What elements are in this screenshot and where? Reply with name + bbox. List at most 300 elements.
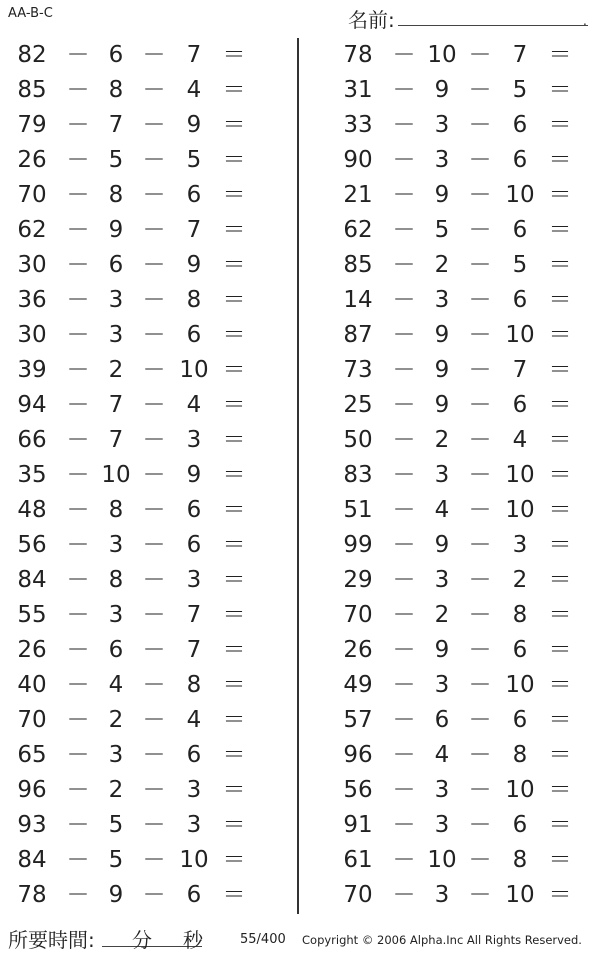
minus-sign: － xyxy=(392,217,416,243)
equals-sign: ＝ xyxy=(222,567,246,593)
equals-sign: ＝ xyxy=(222,427,246,453)
minus-sign: － xyxy=(468,602,492,628)
minuend: 99 xyxy=(343,532,373,558)
minus-sign: － xyxy=(392,532,416,558)
minuend: 61 xyxy=(343,847,373,873)
subtrahend-1: 3 xyxy=(434,147,450,173)
minus-sign: － xyxy=(66,882,90,908)
minute-label: 分 xyxy=(132,928,152,952)
minus-sign: － xyxy=(142,147,166,173)
minus-sign: － xyxy=(392,42,416,68)
subtrahend-1: 4 xyxy=(434,497,450,523)
subtrahend-1: 3 xyxy=(434,672,450,698)
subtrahend-1: 9 xyxy=(434,357,450,383)
minus-sign: － xyxy=(392,847,416,873)
minus-sign: － xyxy=(142,357,166,383)
subtrahend-1: 3 xyxy=(434,812,450,838)
minuend: 57 xyxy=(343,707,373,733)
minuend: 70 xyxy=(343,602,373,628)
equals-sign: ＝ xyxy=(222,777,246,803)
worksheet-code: AA-B-C xyxy=(8,6,53,21)
equals-sign: ＝ xyxy=(222,392,246,418)
equals-sign: ＝ xyxy=(222,742,246,768)
subtrahend-1: 9 xyxy=(108,882,124,908)
minus-sign: － xyxy=(468,322,492,348)
subtrahend-2: 10 xyxy=(179,847,209,873)
minus-sign: － xyxy=(142,287,166,313)
minus-sign: － xyxy=(468,392,492,418)
minuend: 62 xyxy=(17,217,47,243)
equals-sign: ＝ xyxy=(222,217,246,243)
subtrahend-2: 4 xyxy=(512,427,528,453)
minuend: 84 xyxy=(17,847,47,873)
minuend: 26 xyxy=(343,637,373,663)
equals-sign: ＝ xyxy=(548,182,572,208)
subtrahend-2: 8 xyxy=(186,287,202,313)
subtrahend-2: 4 xyxy=(186,707,202,733)
minus-sign: － xyxy=(468,567,492,593)
minus-sign: － xyxy=(66,77,90,103)
minuend: 62 xyxy=(343,217,373,243)
subtrahend-1: 5 xyxy=(108,812,124,838)
minuend: 31 xyxy=(343,77,373,103)
minus-sign: － xyxy=(142,672,166,698)
subtrahend-1: 3 xyxy=(434,882,450,908)
subtrahend-1: 6 xyxy=(108,252,124,278)
minus-sign: － xyxy=(392,287,416,313)
equals-sign: ＝ xyxy=(222,322,246,348)
minus-sign: － xyxy=(468,707,492,733)
minuend: 94 xyxy=(17,392,47,418)
minus-sign: － xyxy=(468,252,492,278)
minus-sign: － xyxy=(142,707,166,733)
equals-sign: ＝ xyxy=(222,182,246,208)
subtrahend-2: 8 xyxy=(186,672,202,698)
subtrahend-2: 10 xyxy=(505,777,535,803)
subtrahend-2: 6 xyxy=(512,112,528,138)
minus-sign: － xyxy=(66,567,90,593)
minuend: 33 xyxy=(343,112,373,138)
subtrahend-1: 9 xyxy=(434,77,450,103)
subtrahend-1: 5 xyxy=(108,847,124,873)
minus-sign: － xyxy=(66,287,90,313)
copyright-notice: Copyright © 2006 Alpha.Inc All Rights Reserved. xyxy=(302,933,582,947)
minus-sign: － xyxy=(468,287,492,313)
minuend: 14 xyxy=(343,287,373,313)
minuend: 79 xyxy=(17,112,47,138)
minus-sign: － xyxy=(66,532,90,558)
subtrahend-1: 9 xyxy=(434,532,450,558)
minuend: 70 xyxy=(17,182,47,208)
minus-sign: － xyxy=(66,812,90,838)
equals-sign: ＝ xyxy=(548,217,572,243)
minuend: 91 xyxy=(343,812,373,838)
equals-sign: ＝ xyxy=(548,567,572,593)
minus-sign: － xyxy=(66,182,90,208)
minus-sign: － xyxy=(142,462,166,488)
subtrahend-2: 8 xyxy=(512,602,528,628)
equals-sign: ＝ xyxy=(222,42,246,68)
subtrahend-2: 6 xyxy=(512,707,528,733)
subtrahend-2: 10 xyxy=(505,882,535,908)
subtrahend-2: 6 xyxy=(512,217,528,243)
subtrahend-2: 6 xyxy=(186,182,202,208)
subtrahend-1: 6 xyxy=(434,707,450,733)
minus-sign: － xyxy=(392,742,416,768)
subtrahend-2: 6 xyxy=(512,287,528,313)
subtrahend-2: 3 xyxy=(186,812,202,838)
minus-sign: － xyxy=(66,707,90,733)
subtrahend-2: 7 xyxy=(186,42,202,68)
minus-sign: － xyxy=(468,637,492,663)
subtrahend-2: 10 xyxy=(179,357,209,383)
equals-sign: ＝ xyxy=(222,672,246,698)
equals-sign: ＝ xyxy=(222,287,246,313)
minus-sign: － xyxy=(392,252,416,278)
minuend: 87 xyxy=(343,322,373,348)
minuend: 30 xyxy=(17,252,47,278)
minus-sign: － xyxy=(392,672,416,698)
subtrahend-2: 6 xyxy=(512,147,528,173)
equals-sign: ＝ xyxy=(548,602,572,628)
subtrahend-2: 8 xyxy=(512,742,528,768)
subtrahend-1: 8 xyxy=(108,567,124,593)
minus-sign: － xyxy=(142,217,166,243)
equals-sign: ＝ xyxy=(548,287,572,313)
minus-sign: － xyxy=(392,427,416,453)
subtrahend-2: 6 xyxy=(186,497,202,523)
minus-sign: － xyxy=(392,567,416,593)
subtrahend-2: 6 xyxy=(186,322,202,348)
equals-sign: ＝ xyxy=(222,532,246,558)
subtrahend-2: 10 xyxy=(505,497,535,523)
minus-sign: － xyxy=(392,392,416,418)
subtrahend-2: 7 xyxy=(186,637,202,663)
equals-sign: ＝ xyxy=(548,812,572,838)
minus-sign: － xyxy=(468,882,492,908)
subtrahend-2: 7 xyxy=(186,217,202,243)
minus-sign: － xyxy=(392,497,416,523)
minus-sign: － xyxy=(66,672,90,698)
minus-sign: － xyxy=(66,777,90,803)
equals-sign: ＝ xyxy=(222,252,246,278)
subtrahend-1: 2 xyxy=(434,427,450,453)
minuend: 39 xyxy=(17,357,47,383)
minus-sign: － xyxy=(66,602,90,628)
minus-sign: － xyxy=(66,427,90,453)
equals-sign: ＝ xyxy=(222,357,246,383)
subtrahend-1: 10 xyxy=(101,462,131,488)
subtrahend-1: 9 xyxy=(434,182,450,208)
subtrahend-1: 5 xyxy=(108,147,124,173)
time-required-label: 所要時間: xyxy=(8,928,95,952)
minus-sign: － xyxy=(142,602,166,628)
minus-sign: － xyxy=(392,322,416,348)
minus-sign: － xyxy=(66,392,90,418)
subtrahend-1: 6 xyxy=(108,42,124,68)
minus-sign: － xyxy=(142,497,166,523)
minus-sign: － xyxy=(392,602,416,628)
minus-sign: － xyxy=(66,847,90,873)
equals-sign: ＝ xyxy=(548,252,572,278)
minuend: 85 xyxy=(343,252,373,278)
subtrahend-1: 7 xyxy=(108,427,124,453)
minus-sign: － xyxy=(468,427,492,453)
minuend: 26 xyxy=(17,147,47,173)
subtrahend-1: 7 xyxy=(108,112,124,138)
minus-sign: － xyxy=(392,882,416,908)
minus-sign: － xyxy=(142,532,166,558)
subtrahend-1: 3 xyxy=(108,602,124,628)
subtrahend-2: 6 xyxy=(186,532,202,558)
minuend: 56 xyxy=(343,777,373,803)
minus-sign: － xyxy=(468,217,492,243)
minus-sign: － xyxy=(66,637,90,663)
equals-sign: ＝ xyxy=(222,847,246,873)
minus-sign: － xyxy=(142,427,166,453)
minus-sign: － xyxy=(392,462,416,488)
subtrahend-1: 9 xyxy=(434,637,450,663)
minus-sign: － xyxy=(142,182,166,208)
second-label: 秒 xyxy=(183,928,203,952)
minus-sign: － xyxy=(142,812,166,838)
minus-sign: － xyxy=(66,462,90,488)
subtrahend-1: 3 xyxy=(108,322,124,348)
minuend: 84 xyxy=(17,567,47,593)
minuend: 26 xyxy=(17,637,47,663)
minus-sign: － xyxy=(468,497,492,523)
subtrahend-1: 8 xyxy=(108,497,124,523)
minus-sign: － xyxy=(142,252,166,278)
minus-sign: － xyxy=(142,77,166,103)
equals-sign: ＝ xyxy=(222,462,246,488)
minus-sign: － xyxy=(66,252,90,278)
minuend: 40 xyxy=(17,672,47,698)
minus-sign: － xyxy=(392,77,416,103)
minuend: 48 xyxy=(17,497,47,523)
minus-sign: － xyxy=(468,357,492,383)
minuend: 78 xyxy=(17,882,47,908)
equals-sign: ＝ xyxy=(222,602,246,628)
equals-sign: ＝ xyxy=(222,637,246,663)
subtrahend-2: 6 xyxy=(512,812,528,838)
minus-sign: － xyxy=(468,672,492,698)
equals-sign: ＝ xyxy=(548,742,572,768)
equals-sign: ＝ xyxy=(548,42,572,68)
equals-sign: ＝ xyxy=(222,812,246,838)
minus-sign: － xyxy=(392,147,416,173)
subtrahend-2: 10 xyxy=(505,182,535,208)
minus-sign: － xyxy=(468,462,492,488)
page-number: 55/400 xyxy=(240,932,286,947)
minuend: 73 xyxy=(343,357,373,383)
minuend: 49 xyxy=(343,672,373,698)
subtrahend-1: 3 xyxy=(108,287,124,313)
minuend: 66 xyxy=(17,427,47,453)
subtrahend-2: 4 xyxy=(186,392,202,418)
minuend: 55 xyxy=(17,602,47,628)
subtrahend-2: 10 xyxy=(505,672,535,698)
minus-sign: － xyxy=(142,882,166,908)
equals-sign: ＝ xyxy=(548,462,572,488)
minuend: 83 xyxy=(343,462,373,488)
subtrahend-2: 10 xyxy=(505,322,535,348)
minus-sign: － xyxy=(66,322,90,348)
equals-sign: ＝ xyxy=(548,882,572,908)
equals-sign: ＝ xyxy=(222,77,246,103)
equals-sign: ＝ xyxy=(548,427,572,453)
minuend: 90 xyxy=(343,147,373,173)
equals-sign: ＝ xyxy=(548,497,572,523)
minus-sign: － xyxy=(66,357,90,383)
minuend: 78 xyxy=(343,42,373,68)
minus-sign: － xyxy=(468,742,492,768)
equals-sign: ＝ xyxy=(548,707,572,733)
equals-sign: ＝ xyxy=(548,357,572,383)
minus-sign: － xyxy=(142,847,166,873)
subtrahend-2: 9 xyxy=(186,462,202,488)
minus-sign: － xyxy=(66,742,90,768)
subtrahend-2: 3 xyxy=(186,567,202,593)
subtrahend-2: 9 xyxy=(186,252,202,278)
subtrahend-1: 3 xyxy=(108,742,124,768)
minuend: 25 xyxy=(343,392,373,418)
minuend: 35 xyxy=(17,462,47,488)
subtrahend-1: 3 xyxy=(108,532,124,558)
equals-sign: ＝ xyxy=(222,112,246,138)
subtrahend-1: 3 xyxy=(434,287,450,313)
minuend: 70 xyxy=(17,707,47,733)
minuend: 29 xyxy=(343,567,373,593)
subtrahend-2: 6 xyxy=(512,637,528,663)
minuend: 50 xyxy=(343,427,373,453)
minus-sign: － xyxy=(468,777,492,803)
subtrahend-1: 2 xyxy=(108,707,124,733)
subtrahend-2: 10 xyxy=(505,462,535,488)
subtrahend-2: 7 xyxy=(186,602,202,628)
equals-sign: ＝ xyxy=(548,672,572,698)
name-line-dot: . xyxy=(583,14,587,28)
subtrahend-2: 5 xyxy=(512,77,528,103)
minus-sign: － xyxy=(468,812,492,838)
minus-sign: － xyxy=(142,567,166,593)
equals-sign: ＝ xyxy=(548,322,572,348)
subtrahend-1: 4 xyxy=(434,742,450,768)
minus-sign: － xyxy=(468,182,492,208)
minus-sign: － xyxy=(142,322,166,348)
minus-sign: － xyxy=(66,112,90,138)
minus-sign: － xyxy=(468,112,492,138)
subtrahend-2: 5 xyxy=(512,252,528,278)
subtrahend-1: 3 xyxy=(434,462,450,488)
subtrahend-2: 4 xyxy=(186,77,202,103)
subtrahend-1: 7 xyxy=(108,392,124,418)
minus-sign: － xyxy=(468,42,492,68)
minus-sign: － xyxy=(468,77,492,103)
equals-sign: ＝ xyxy=(548,147,572,173)
equals-sign: ＝ xyxy=(548,112,572,138)
equals-sign: ＝ xyxy=(548,532,572,558)
minuend: 36 xyxy=(17,287,47,313)
minuend: 96 xyxy=(343,742,373,768)
subtrahend-1: 8 xyxy=(108,77,124,103)
equals-sign: ＝ xyxy=(548,777,572,803)
minus-sign: － xyxy=(392,357,416,383)
minuend: 96 xyxy=(17,777,47,803)
subtrahend-2: 9 xyxy=(186,112,202,138)
minus-sign: － xyxy=(392,707,416,733)
equals-sign: ＝ xyxy=(222,147,246,173)
minus-sign: － xyxy=(392,182,416,208)
minuend: 65 xyxy=(17,742,47,768)
minuend: 51 xyxy=(343,497,373,523)
subtrahend-2: 5 xyxy=(186,147,202,173)
subtrahend-1: 4 xyxy=(108,672,124,698)
minus-sign: － xyxy=(66,42,90,68)
subtrahend-1: 10 xyxy=(427,42,457,68)
equals-sign: ＝ xyxy=(548,392,572,418)
subtrahend-1: 3 xyxy=(434,567,450,593)
minus-sign: － xyxy=(142,112,166,138)
minuend: 30 xyxy=(17,322,47,348)
minus-sign: － xyxy=(468,847,492,873)
minuend: 82 xyxy=(17,42,47,68)
minus-sign: － xyxy=(468,147,492,173)
subtrahend-2: 2 xyxy=(512,567,528,593)
equals-sign: ＝ xyxy=(548,637,572,663)
minus-sign: － xyxy=(392,112,416,138)
equals-sign: ＝ xyxy=(222,497,246,523)
minus-sign: － xyxy=(468,532,492,558)
column-divider xyxy=(297,38,299,914)
subtrahend-2: 3 xyxy=(186,427,202,453)
name-input-line[interactable] xyxy=(398,25,588,26)
minus-sign: － xyxy=(142,392,166,418)
subtrahend-2: 6 xyxy=(186,882,202,908)
subtrahend-1: 10 xyxy=(427,847,457,873)
subtrahend-1: 2 xyxy=(434,252,450,278)
minus-sign: － xyxy=(66,497,90,523)
name-label: 名前: xyxy=(348,8,395,32)
subtrahend-1: 2 xyxy=(108,777,124,803)
minuend: 56 xyxy=(17,532,47,558)
subtrahend-1: 8 xyxy=(108,182,124,208)
minuend: 93 xyxy=(17,812,47,838)
minus-sign: － xyxy=(66,217,90,243)
minus-sign: － xyxy=(392,637,416,663)
subtrahend-2: 7 xyxy=(512,42,528,68)
minuend: 21 xyxy=(343,182,373,208)
minuend: 85 xyxy=(17,77,47,103)
subtrahend-2: 3 xyxy=(186,777,202,803)
minus-sign: － xyxy=(142,777,166,803)
minus-sign: － xyxy=(392,777,416,803)
subtrahend-2: 7 xyxy=(512,357,528,383)
subtrahend-2: 6 xyxy=(512,392,528,418)
minuend: 70 xyxy=(343,882,373,908)
subtrahend-1: 3 xyxy=(434,777,450,803)
equals-sign: ＝ xyxy=(222,882,246,908)
subtrahend-1: 9 xyxy=(434,392,450,418)
equals-sign: ＝ xyxy=(222,707,246,733)
subtrahend-1: 2 xyxy=(108,357,124,383)
minus-sign: － xyxy=(66,147,90,173)
subtrahend-1: 3 xyxy=(434,112,450,138)
minus-sign: － xyxy=(142,42,166,68)
minus-sign: － xyxy=(142,637,166,663)
minus-sign: － xyxy=(392,812,416,838)
minus-sign: － xyxy=(142,742,166,768)
